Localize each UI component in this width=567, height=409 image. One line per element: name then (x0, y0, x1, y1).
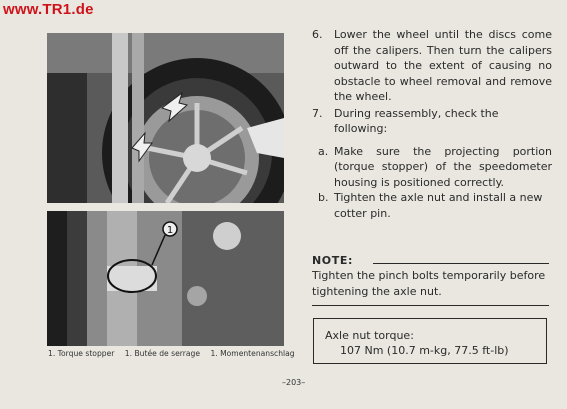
step-text: Lower the wheel until the discs come off the calipers. Then turn the calipers outward to the extent of causing no obstacle to wheel removal and remove the wheel. (334, 28, 552, 103)
caption-de: 1. Momentenanschlag (210, 349, 295, 358)
caption-en: 1. Torque stopper (48, 349, 115, 358)
torque-label: Axle nut torque: (325, 329, 414, 342)
instructions-column (312, 27, 552, 221)
substep-letter: a. (318, 144, 329, 158)
note-divider (373, 263, 549, 264)
substep-b (312, 190, 552, 221)
note-text: Tighten the pinch bolts temporarily before tightening the axle nut. (312, 269, 546, 298)
callout-number: 1 (166, 225, 174, 236)
step-text: During reassembly, check the following: (334, 106, 499, 135)
step-number: 7. (312, 106, 323, 120)
page-number: –203– (282, 378, 306, 387)
torque-spec-box (313, 318, 547, 364)
photo-caption (48, 349, 295, 358)
substep-text: Make sure the projecting portion (torque stopper) of the speedometer housing is positioned correctly. (334, 144, 552, 189)
wheel-removal-photo (47, 33, 284, 203)
step-7 (312, 106, 552, 137)
substep-letter: b. (318, 191, 329, 204)
substep-a (312, 144, 552, 191)
torque-stopper-photo (47, 211, 284, 346)
substep-text: Tighten the axle nut and install a new cotter pin. (334, 191, 543, 220)
caption-fr: 1. Butée de serrage (124, 349, 201, 358)
torque-value: 107 Nm (10.7 m-kg, 77.5 ft-lb) (340, 344, 509, 357)
note-divider-bottom (312, 305, 549, 306)
site-watermark: www.TR1.de (3, 1, 94, 18)
step-number: 6. (312, 28, 323, 41)
step-6 (312, 27, 552, 105)
note-label: NOTE: (312, 254, 353, 267)
